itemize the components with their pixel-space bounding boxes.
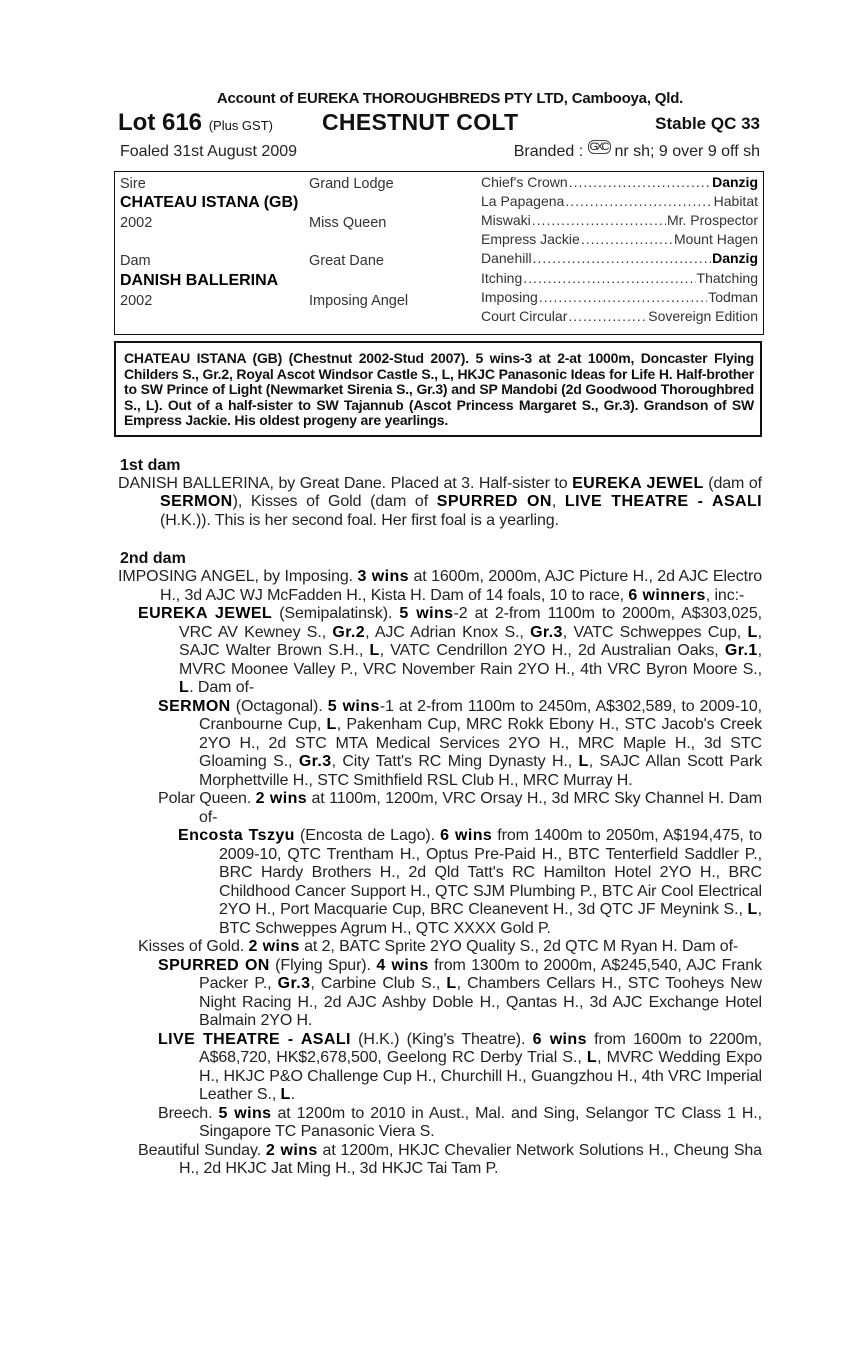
leader-dots [523, 270, 695, 286]
entry-text: Polar Queen. [158, 790, 256, 807]
ancestor-name: Court Circular [481, 308, 568, 324]
bold-text: L [747, 901, 758, 918]
leader-dots [568, 308, 647, 324]
lot-number [118, 109, 273, 137]
leader-dots [539, 289, 707, 305]
bold-text: 6 wins [440, 827, 493, 844]
foaled-line [118, 139, 762, 165]
bold-text: L [446, 975, 457, 992]
entry-text: , Pakenham Cup, MRC Rokk Ebony H., STC Jacob's Creek 2YO H., 2d STC MTA Medical Services 2YO H., MRC Maple H., 3d STC Gloaming S., [199, 716, 762, 770]
ancestor-sire: Habitat [713, 193, 758, 209]
entry-text: Kisses of Gold. [138, 938, 249, 955]
second-dam-section [118, 550, 762, 1179]
brand-mark-icon: GXC [588, 140, 612, 154]
sire-summary-box [114, 341, 762, 437]
bold-text: L [369, 642, 380, 659]
ancestor-name: Itching [481, 270, 523, 286]
bold-text: SPURRED ON [436, 493, 552, 510]
entry-text: IMPOSING ANGEL, by Imposing. [118, 568, 358, 585]
lot-label: Lot 616 [118, 109, 203, 136]
entry-text: , SAJC Allan Scott Park Morphettville H., STC Smithfield RSL Club H., MRC Murray H. [199, 753, 762, 789]
ancestor-sire: Thatching [696, 270, 758, 286]
dam-sire: Great Dane [309, 253, 384, 269]
ancestor-sire: Danzig [712, 250, 758, 266]
bold-text: 6 winners [628, 586, 706, 604]
entry-text: Breech. [158, 1104, 219, 1122]
branded-label: Branded : [513, 143, 584, 160]
foaled-date: Foaled 31st August 2009 [120, 143, 298, 160]
pedigree-table [114, 171, 764, 335]
entry-text: , VATC Cendrillon 2YO H., 2d Australian Oaks, [379, 642, 725, 659]
ancestor-row [481, 174, 758, 190]
dam-year: 2002 [120, 293, 153, 309]
ancestor-name: Imposing [481, 289, 538, 305]
plus-gst-note: (Plus GST) [208, 118, 273, 133]
entry-text: (Semipalatinsk). [272, 605, 400, 622]
entry-text: Beautiful Sunday. [138, 1141, 266, 1159]
bold-text: Gr.2 [332, 623, 366, 641]
bold-text: L [326, 716, 337, 733]
ancestor-row [481, 212, 758, 228]
entry-text: (Flying Spur). [269, 956, 377, 974]
family-entry [118, 475, 762, 531]
bold-text: 5 wins [218, 1104, 272, 1122]
ancestor-sire: Danzig [712, 174, 758, 190]
entry-text: . Dam of- [189, 679, 255, 696]
dam-label: Dam [120, 253, 151, 269]
horse-title: CHESTNUT COLT [322, 109, 519, 135]
entry-text: at 1600m, 2000m, AJC Picture H., 2d AJC Electro H., 3d AJC WJ McFadden H., Kista H. Dam of 14 foals, 10 to race, [160, 568, 763, 604]
lot-line [118, 109, 762, 139]
entry-text: , [551, 493, 565, 510]
family-entry [118, 957, 762, 1031]
entry-text: at 1200m, HKJC Chevalier Network Solutions H., Cheung Sha H., 2d HKJC Jat Ming H., 3d HKJC Tai Tam P. [179, 1141, 762, 1177]
family-entry [118, 1031, 762, 1105]
entry-text: , AJC Adrian Knox S., [365, 623, 531, 641]
ancestor-row [481, 270, 758, 286]
bold-text: 4 wins [376, 956, 429, 974]
entry-text: at 1200m to 2010 in Aust., Mal. and Sing, Selangor TC Class 1 H., Singapore TC Panasonic Viera S. [199, 1104, 762, 1140]
family-entry [118, 790, 762, 827]
entry-text: (Encosta de Lago). [294, 827, 441, 844]
ancestor-name: Empress Jackie [481, 231, 580, 247]
sire-name: CHATEAU ISTANA (GB) [120, 194, 299, 211]
ancestor-row [481, 308, 758, 324]
entry-text: from 1400m to 2050m, A$194,475, to 2009-10, QTC Trentham H., Optus Pre-Paid H., BTC Tenterfield Saddler P., BRC Hardy Brothers H., 2d Qld Tatt's RC Hamilton Hotel 2YO H., BRC Childhood Cancer Support H., QTC SJM Plumbing P., BTC Air Cool Electrical 2YO H., Port Macquarie Cup, BRC Cleanevent H., 3d QTC JF Meynink S., [219, 827, 763, 918]
bold-text: 2 wins [255, 790, 308, 807]
branded-detail: nr sh; 9 over 9 off sh [614, 143, 760, 160]
ancestor-name: Miswaki [481, 212, 531, 228]
entry-text: from 1600m to 2200m, A$68,720, HK$2,678,500, Geelong RC Derby Trial S., [199, 1030, 762, 1066]
ancestor-sire: Todman [708, 289, 758, 305]
ancestor-sire: Mount Hagen [673, 231, 758, 247]
bold-text: SERMON [158, 697, 231, 715]
sire-sire: Grand Lodge [309, 176, 394, 192]
bold-text: SERMON [160, 493, 233, 510]
family-entry [118, 938, 762, 957]
stable-number: Stable QC 33 [655, 114, 760, 133]
leader-dots [532, 212, 666, 228]
entry-text: from 1300m to 2000m, A$245,540, AJC Frank Packer P., [199, 956, 762, 992]
bold-text: EUREKA JEWEL [572, 474, 704, 492]
leader-dots [533, 250, 712, 266]
bold-text: L [578, 753, 589, 770]
bold-text: L [280, 1086, 291, 1103]
entry-text: at 2, BATC Sprite 2YO Quality S., 2d QTC M Ryan H. Dam of- [299, 938, 739, 955]
family-entry [118, 605, 762, 698]
ancestor-name: Danehill [481, 250, 532, 266]
family-entry [118, 827, 762, 938]
entry-text: DANISH BALLERINA, by Great Dane. Placed at 3. Half-sister to [118, 474, 573, 492]
ancestor-row [481, 193, 758, 209]
bold-text: Gr.1 [724, 642, 758, 659]
entry-text: , MVRC Wedding Expo H., HKJC P&O Challenge Cup H., Churchill H., Guangzhou H., 4th VRC Imperial Leather S., [199, 1049, 762, 1103]
bold-text: LIVE THEATRE - ASALI [158, 1030, 351, 1048]
entry-text: . [290, 1086, 296, 1103]
entry-text: , SAJC Walter Brown S.H., [179, 623, 762, 659]
entry-text: (Octagonal). [230, 697, 328, 715]
family-entry [118, 698, 762, 791]
entry-text: ), Kisses of Gold (dam of [232, 493, 437, 510]
dam-name: DANISH BALLERINA [120, 272, 279, 289]
entry-text: -1 at 2-from 1100m to 2450m, A$302,589, to 2009-10, Cranbourne Cup, [199, 697, 763, 733]
ancestor-name: Chief's Crown [481, 174, 568, 190]
entry-text: (dam of [703, 474, 762, 492]
entry-text: at 1100m, 1200m, VRC Orsay H., 3d MRC Sky Channel H. Dam of- [199, 790, 762, 826]
entry-text: (H.K.)). This is her second foal. Her first foal is a yearling. [160, 511, 559, 529]
bold-text: SPURRED ON [158, 956, 270, 974]
entry-text: , Carbine Club S., [310, 975, 447, 992]
leader-dots [581, 231, 673, 247]
catalogue-page [118, 90, 762, 1179]
bold-text: L [179, 679, 190, 696]
family-entry [118, 568, 762, 605]
sire-year: 2002 [120, 215, 153, 231]
first-dam-section [118, 457, 762, 531]
entry-text: , City Tatt's RC Ming Dynasty H., [331, 753, 579, 770]
ancestor-name: La Papagena [481, 193, 565, 209]
family-entry [118, 1142, 762, 1179]
bold-text: LIVE THEATRE - ASALI [564, 493, 762, 510]
ancestor-sire: Sovereign Edition [648, 308, 758, 324]
leader-dots [565, 193, 712, 209]
sire-dam: Miss Queen [309, 215, 387, 231]
bold-text: 6 wins [532, 1030, 587, 1048]
second-dam-body [118, 568, 762, 1179]
entry-text: , VATC Schweppes Cup, [562, 623, 748, 641]
ancestor-row [481, 289, 758, 305]
entry-text: , Chambers Cellars H., STC Tooheys New Night Racing H., 2d AJC Ashby Doble H., Qantas H., 3d AJC Exchange Hotel Balmain 2YO H. [199, 975, 763, 1029]
second-dam-heading: 2nd dam [120, 550, 186, 567]
bold-text: 5 wins [327, 697, 380, 715]
bold-text: 2 wins [248, 938, 300, 955]
first-dam-heading: 1st dam [120, 456, 181, 474]
entry-text: -2 at 2-from 1100m to 2000m, A$303,025, VRC AV Kewney S., [179, 605, 762, 641]
entry-text: , MVRC Moonee Valley P., VRC November Rain 2YO H., 4th VRC Byron Moore S., [179, 642, 762, 678]
ancestor-sire: Mr. Prospector [666, 212, 758, 228]
entry-text: , inc:- [705, 586, 745, 604]
bold-text: Encosta Tszyu [178, 827, 295, 844]
vendor-account: Account of EUREKA THOROUGHBREDS PTY LTD, Cambooya, Qld. [216, 90, 684, 107]
entry-text: (H.K.) (King's Theatre). [350, 1030, 533, 1048]
ancestor-row [481, 250, 758, 266]
ancestor-row [481, 231, 758, 247]
bold-text: 5 wins [399, 605, 454, 622]
dam-dam: Imposing Angel [309, 293, 409, 309]
first-dam-body [118, 475, 762, 531]
brand-info [514, 143, 760, 161]
bold-text: 3 wins [357, 568, 409, 585]
bold-text: Gr.3 [277, 975, 311, 992]
bold-text: Gr.3 [298, 753, 332, 770]
family-entry [118, 1105, 762, 1142]
sire-summary-text: CHATEAU ISTANA (GB) (Chestnut 2002-Stud 2007). 5 wins-3 at 2-at 1000m, Doncaster Flying Childers S., Gr.2, Royal Ascot Windsor Castle S., L, HKJC Panasonic Ideas for Life H. Half-brother to SW Prince of Light (Newmarket Sirenia S., Gr.3) and SP Mandobi (2d Goodwood Thoroughbred S., L). Out of a half-sister to SW Tajannub (Ascot Princess Margaret S., Gr.3). Grandson of SW Empress Jackie. His oldest progeny are yearlings. [124, 350, 754, 428]
sire-label: Sire [120, 176, 146, 192]
bold-text: L [586, 1049, 598, 1066]
leader-dots [569, 174, 711, 190]
bold-text: 2 wins [265, 1141, 318, 1159]
bold-text: Gr.3 [530, 623, 563, 641]
bold-text: EUREKA JEWEL [138, 605, 273, 622]
bold-text: L [747, 623, 758, 641]
entry-text: , BTC Schweppes Agrum H., QTC XXXX Gold P. [219, 901, 762, 937]
